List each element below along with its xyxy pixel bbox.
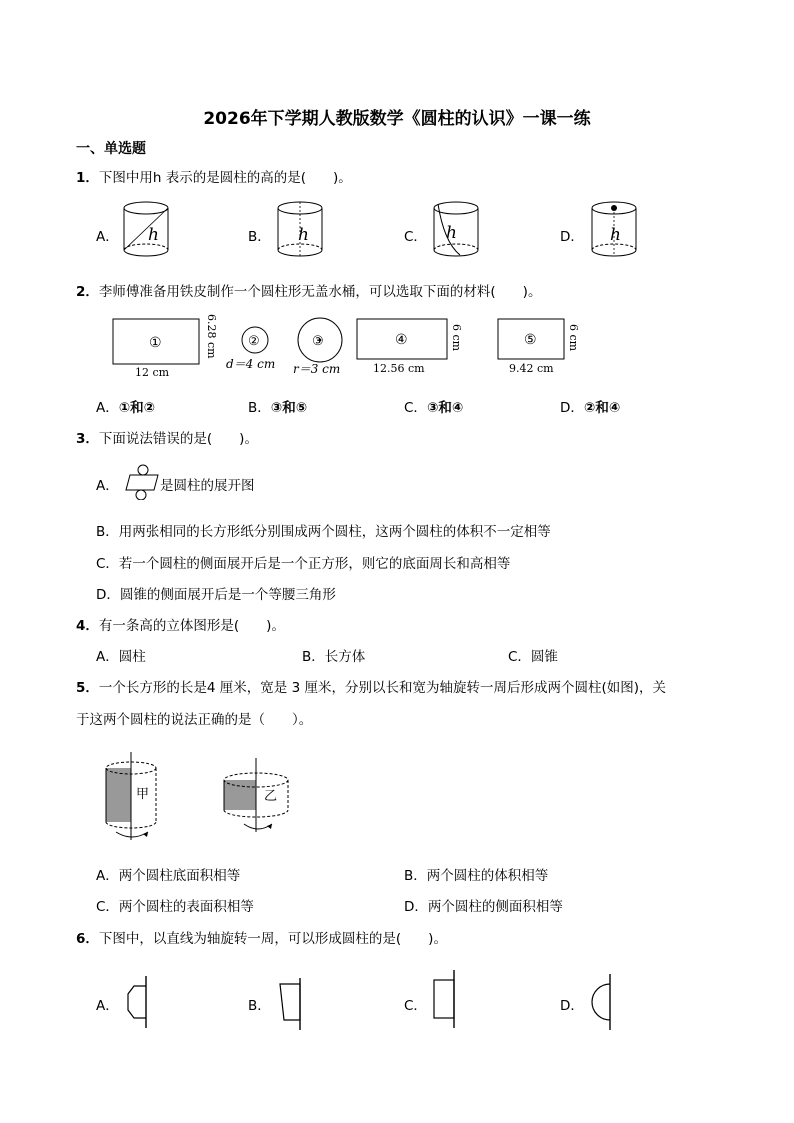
- q2-materials-figure: [105, 312, 605, 382]
- q3-option-a-label: A．: [96, 478, 119, 494]
- q6-option-c-label: C．: [404, 998, 427, 1014]
- q1-cylinder-a-figure: [120, 198, 172, 262]
- q6-shape-c-figure: [426, 966, 462, 1032]
- q2-option-c: C．③和④: [404, 400, 464, 416]
- question-5-line-2: 于这两个圆柱的说法正确的是（ ）。: [76, 712, 313, 728]
- q5-option-c: C．两个圆柱的表面积相等: [96, 899, 254, 915]
- q6-shape-d-figure: [584, 972, 620, 1032]
- q1-d-h-label: h: [610, 225, 621, 245]
- question-text: 下图中用h 表示的是圆柱的高的是( )。: [98, 170, 352, 186]
- q5-label-yi: 乙: [264, 789, 278, 804]
- q4-option-b: B．长方体: [302, 649, 366, 665]
- question-1: [76, 166, 352, 186]
- question-text: 有一条高的立体图形是( )。: [98, 618, 285, 634]
- question-text: 下图中，以直线为轴旋转一周，可以形成圆柱的是( )。: [98, 931, 447, 947]
- material-3-label: r＝3 cm: [293, 362, 341, 376]
- q5-option-b: B．两个圆柱的体积相等: [404, 868, 549, 884]
- material-1-height: 6.28 cm: [205, 314, 218, 359]
- q1-a-h-label: h: [148, 225, 159, 245]
- q2-option-b: B．③和⑤: [248, 400, 308, 416]
- material-5-mark: ⑤: [524, 332, 537, 348]
- q6-option-a-label: A．: [96, 998, 119, 1014]
- q2-option-d: D．②和④: [560, 400, 621, 416]
- material-5-width: 9.42 cm: [509, 362, 554, 375]
- q2-option-a: A．①和②: [96, 400, 156, 416]
- q3-option-a-text: 是圆柱的展开图: [160, 478, 255, 494]
- q5-option-d: D．两个圆柱的侧面积相等: [404, 899, 563, 915]
- question-number: 1．: [76, 170, 99, 186]
- question-3: [76, 427, 258, 447]
- question-number: 2．: [76, 284, 99, 300]
- q3-option-d: D．圆锥的侧面展开后是一个等腰三角形: [96, 587, 336, 603]
- question-number: 3．: [76, 431, 99, 447]
- question-text-line-1: 一个长方形的长是4 厘米，宽是 3 厘米，分别以长和宽为轴旋转一周后形成两个圆柱(如图)，关: [98, 680, 666, 696]
- q5-option-a: A．两个圆柱底面积相等: [96, 868, 241, 884]
- material-2-label: d＝4 cm: [226, 357, 276, 371]
- question-text: 下面说法错误的是( )。: [98, 431, 258, 447]
- page-title: 2026年下学期人教版数学《圆柱的认识》一课一练: [203, 109, 591, 129]
- q6-shape-b-figure: [272, 972, 308, 1032]
- question-number: 5．: [76, 680, 99, 696]
- q1-option-c-label: C．: [404, 229, 427, 245]
- q4-option-c: C．圆锥: [508, 649, 558, 665]
- material-1-mark: ①: [149, 335, 162, 351]
- q1-option-a-label: A．: [96, 229, 119, 245]
- q3-option-c: C．若一个圆柱的侧面展开后是一个正方形，则它的底面周长和高相等: [96, 556, 511, 572]
- material-1-width: 12 cm: [135, 366, 170, 379]
- q3-option-b: B．用两张相同的长方形纸分别围成两个圆柱，这两个圆柱的体积不一定相等: [96, 524, 551, 540]
- material-3-mark: ③: [312, 334, 324, 349]
- q6-option-d-label: D．: [560, 998, 584, 1014]
- q1-option-d-label: D．: [560, 229, 584, 245]
- q4-option-a: A．圆柱: [96, 649, 146, 665]
- material-5-height: 6 cm: [567, 324, 580, 352]
- q1-c-h-label: h: [446, 223, 457, 243]
- question-6: [76, 927, 447, 947]
- q5-label-jia: 甲: [136, 787, 150, 802]
- material-4-height: 6 cm: [450, 324, 463, 352]
- q1-cylinder-b-figure: [274, 198, 326, 262]
- q5-cylinders-figure: [96, 748, 336, 848]
- section-heading: 一、单选题: [76, 141, 146, 157]
- question-number: 4．: [76, 618, 99, 634]
- q1-cylinder-d-figure: [588, 198, 640, 262]
- question-2: [76, 280, 541, 300]
- q1-option-b-label: B．: [248, 229, 271, 245]
- material-4-width: 12.56 cm: [373, 362, 425, 375]
- q1-b-h-label: h: [298, 225, 309, 245]
- question-number: 6．: [76, 931, 99, 947]
- q1-cylinder-c-figure: [430, 198, 482, 262]
- question-4: [76, 614, 285, 634]
- q6-option-b-label: B．: [248, 998, 271, 1014]
- q3-net-figure: [122, 464, 162, 500]
- material-4-mark: ④: [395, 332, 408, 348]
- question-5: [76, 676, 666, 696]
- material-2-mark: ②: [248, 334, 260, 349]
- q6-shape-a-figure: [120, 972, 156, 1032]
- question-text: 李师傅准备用铁皮制作一个圆柱形无盖水桶，可以选取下面的材料( )。: [98, 284, 542, 300]
